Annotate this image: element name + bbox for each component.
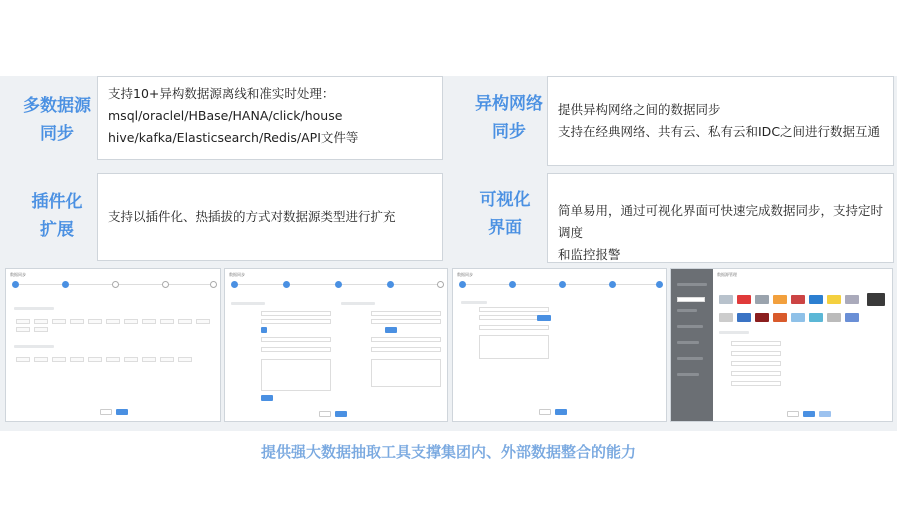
screenshot-field-mapping xyxy=(224,268,448,422)
feature-desc-plugin: 支持以插件化、热插拔的方式对数据源类型进行扩充 xyxy=(97,173,443,261)
feature-title-visual: 可视化 界面 xyxy=(479,190,531,238)
shot-title: 数据同步 xyxy=(10,272,26,277)
hdfs-icon[interactable] xyxy=(773,313,787,322)
prev-button[interactable] xyxy=(539,409,551,415)
api-icon[interactable] xyxy=(827,313,841,322)
save-button[interactable] xyxy=(555,409,567,415)
sap-hana-icon[interactable] xyxy=(809,295,823,304)
screenshot-datasource-manage xyxy=(670,268,893,422)
feature-desc-hetero-network: 提供异构网络之间的数据同步 支持在经典网络、共有云、私有云和IDC之间进行数据互通 xyxy=(547,76,894,166)
feature-title-hetero-network: 异构网络 同步 xyxy=(475,94,543,142)
feature-title-multi-source: 多数据源 同步 xyxy=(23,96,91,144)
feature-desc-multi-source: 支持10+异构数据源离线和准实时处理： msql/oraclel/HBase/HANA/click/house hive/kafka/Elasticsearch/Redis/API文件等 xyxy=(97,76,443,160)
step-indicator xyxy=(231,281,441,289)
shot-title: 数据源管理 xyxy=(717,272,737,277)
cancel-button[interactable] xyxy=(100,409,112,415)
feature-desc-visual: 简单易用，通过可视化界面可快速完成数据同步，支持定时调度 和监控报警 xyxy=(547,173,894,263)
cancel-button[interactable] xyxy=(787,411,799,417)
step-indicator xyxy=(12,281,214,289)
shot-title: 数据同步 xyxy=(457,272,473,277)
confirm-button[interactable] xyxy=(819,411,831,417)
sqlserver-icon[interactable] xyxy=(737,313,751,322)
screenshot-source-select xyxy=(5,268,221,422)
feature-title-plugin: 插件化 扩展 xyxy=(31,192,83,240)
hbase-icon[interactable] xyxy=(845,295,859,304)
mongodb-icon[interactable] xyxy=(791,313,805,322)
db-icon[interactable] xyxy=(755,295,769,304)
test-connection-button[interactable] xyxy=(803,411,815,417)
shot-title: 数据同步 xyxy=(229,272,245,277)
redis-icon[interactable] xyxy=(791,295,805,304)
kafka-icon[interactable] xyxy=(773,295,787,304)
step-indicator xyxy=(459,281,660,289)
next-button[interactable] xyxy=(116,409,128,415)
sidebar xyxy=(671,269,713,421)
prev-button[interactable] xyxy=(319,411,331,417)
oracle-icon[interactable] xyxy=(737,295,751,304)
clickhouse-icon[interactable] xyxy=(867,293,885,306)
file-icon[interactable] xyxy=(845,313,859,322)
postgresql-icon[interactable] xyxy=(719,313,733,322)
doris-icon[interactable] xyxy=(809,313,823,322)
next-button[interactable] xyxy=(335,411,347,417)
page-caption: 提供强大数据抽取工具支撑集团内、外部数据整合的能力 xyxy=(260,443,636,461)
elastic-icon[interactable] xyxy=(755,313,769,322)
hive-icon[interactable] xyxy=(827,295,841,304)
mysql-icon[interactable] xyxy=(719,295,733,304)
screenshot-sync-config xyxy=(452,268,667,422)
